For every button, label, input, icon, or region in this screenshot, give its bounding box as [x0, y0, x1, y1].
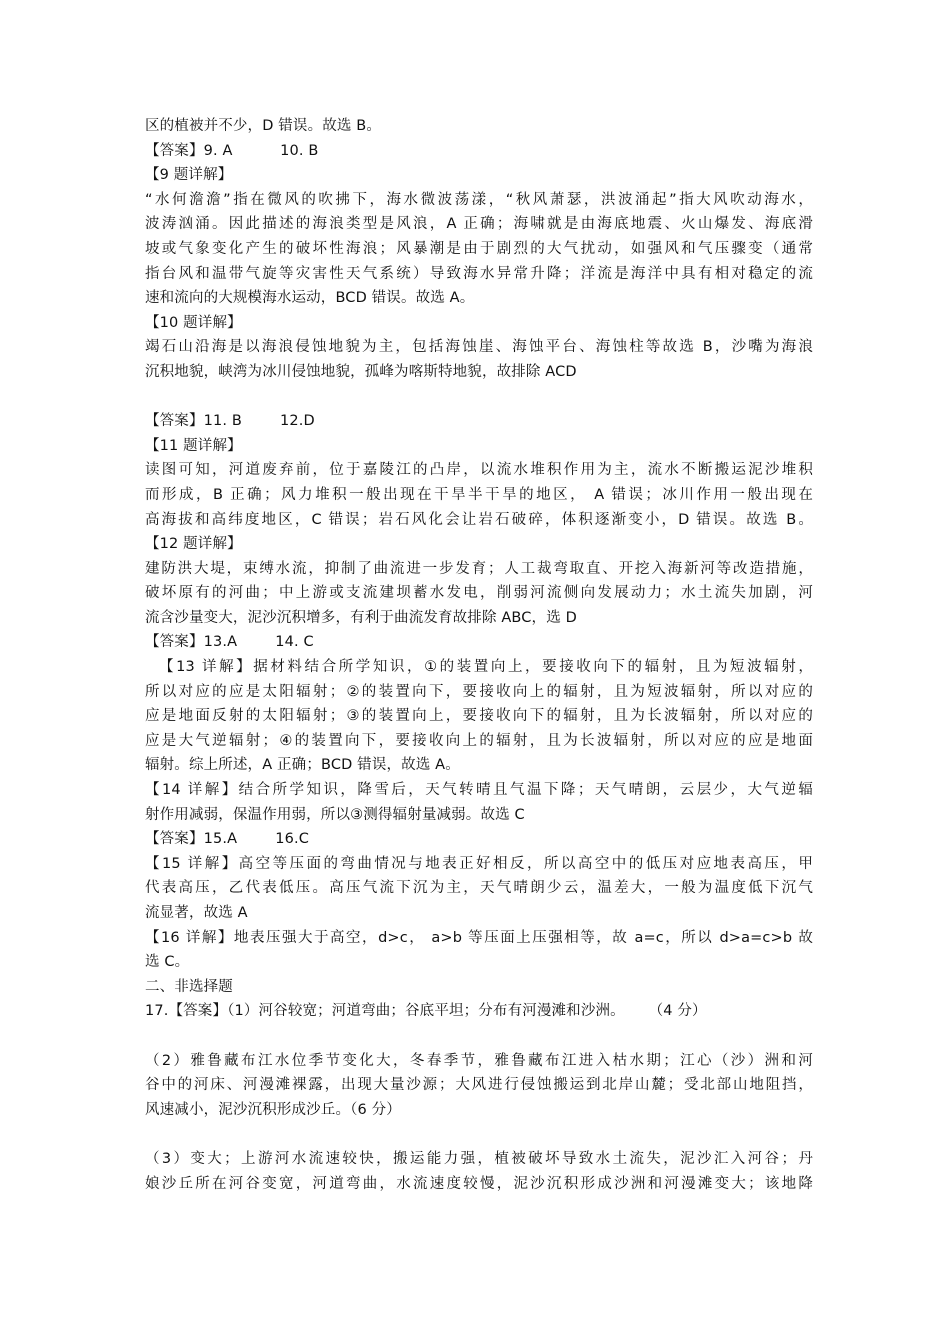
text-line: 【答案】15.A 16.C [145, 831, 310, 848]
text-line: 谷中的河床、河漫滩裸露，出现大量沙源；大风进行侵蚀搬运到北岸山麓；受北部山地阻挡， [145, 1077, 813, 1094]
text-line: 【9 题详解】 [145, 167, 233, 184]
text-line: 辐射。综上所述，A 正确；BCD 错误，故选 A。 [145, 757, 460, 774]
text-line: 【10 题详解】 [145, 314, 242, 331]
text-line: 应是大气逆辐射；④的装置向下，要接收向上的辐射，且为长波辐射，所以对应的应是地面 [145, 732, 813, 749]
text-line: 【答案】13.A 14. C [145, 634, 314, 651]
text-line: 波涛汹涌。因此描述的海浪类型是风浪，A 正确；海啸就是由海底地震、火山爆发、海底滑 [145, 216, 813, 233]
text-line: 高海拔和高纬度地区，C 错误；岩石风化会让岩石破碎，体积逐渐变小，D 错误。故选 B。 [145, 511, 813, 528]
text-line: 射作用减弱，保温作用弱，所以③测得辐射量减弱。故选 C [145, 806, 525, 823]
blank-line [145, 1122, 813, 1147]
text-line: 应是地面反射的太阳辐射；③的装置向上，要接收向下的辐射，且为长波辐射，所以对应的 [145, 708, 813, 725]
text-line: 竭石山沿海是以海浪侵蚀地貌为主，包括海蚀崖、海蚀平台、海蚀柱等故选 B，沙嘴为海浪 [145, 339, 813, 356]
text-line: （2）雅鲁藏布江水位季节变化大，冬春季节，雅鲁藏布江进入枯水期；江心（沙）洲和河 [145, 1052, 813, 1069]
text-line: 风速减小，泥沙沉积形成沙丘。（6 分） [145, 1101, 401, 1118]
text-line: （3）变大；上游河水流速较快，搬运能力强，植被破坏导致水土流失，泥沙汇入河谷；丹 [145, 1150, 813, 1167]
text-line: 所以对应的应是太阳辐射；②的装置向下，要接收向上的辐射，且为短波辐射，所以对应的 [145, 683, 813, 700]
text-line: 代表高压，乙代表低压。高压气流下沉为主，天气晴朗少云，温差大，一般为温度低下沉气 [145, 880, 813, 897]
text-line: 速和流向的大规模海水运动，BCD 错误。故选 A。 [145, 290, 475, 307]
blank-line [145, 1024, 813, 1049]
text-line: 破坏原有的河曲；中上游或支流建坝蓄水发电，削弱河流侧向发展动力；水土流失加剧，河 [145, 585, 813, 602]
text-line: 选 C。 [145, 954, 190, 971]
text-line: 娘沙丘所在河谷变宽，河道弯曲，水流速度较慢，泥沙沉积形成沙洲和河漫滩变大；该地降 [145, 1175, 813, 1192]
text-line: 流显著，故选 A [145, 905, 248, 921]
text-line: 建防洪大堤，束缚水流，抑制了曲流进一步发育；人工裁弯取直、开挖入海新河等改造措施， [145, 560, 813, 577]
text-line: 【答案】9. A 10. B [145, 142, 319, 159]
text-line: 而形成，B 正确；风力堆积一般出现在干旱半干旱的地区， A 错误；冰川作用一般出现在 [145, 486, 813, 503]
text-line: 区的植被并不少，D 错误。故选 B。 [145, 118, 382, 134]
text-line: 二、非选择题 [145, 978, 233, 995]
text-line: 沉积地貌，峡湾为冰川侵蚀地貌，孤峰为喀斯特地貌，故排除 ACD [145, 363, 577, 380]
document-body [145, 114, 813, 1196]
text-line: 坡或气象变化产生的破坏性海浪；风暴潮是由于剧烈的大气扰动，如强风和气压骤变（通常 [145, 240, 813, 257]
text-line: 指台风和温带气旋等灾害性天气系统）导致海水异常升降；洋流是海洋中具有相对稳定的流 [145, 265, 813, 282]
text-line: 【11 题详解】 [145, 437, 242, 454]
text-line: “水何澹澹”指在微风的吹拂下，海水微波荡漾，“秋风萧瑟，洪波涌起”指大风吹动海水， [145, 191, 813, 208]
text-line: 流含沙量变大，泥沙沉积增多，有利于曲流发育故排除 ABC，选 D [145, 609, 577, 626]
text-line: 读图可知，河道废弃前，位于嘉陵江的凸岸，以流水堆积作用为主，流水不断搬运泥沙堆积 [145, 462, 813, 479]
text-line: 【12 题详解】 [145, 536, 242, 553]
text-line: 【14 详解】结合所学知识，降雪后，天气转晴且气温下降；天气晴朗，云层少，大气逆辐 [145, 782, 813, 799]
text-line: 【16 详解】地表压强大于高空，d>c， a>b 等压面上压强相等，故 a=c，所以 d>a=c>b 故 [145, 929, 813, 946]
text-line: 【15 详解】高空等压面的弯曲情况与地表正好相反，所以高空中的低压对应地表高压，甲 [145, 855, 813, 872]
blank-line [145, 385, 813, 410]
text-line: 【答案】11. B 12.D [145, 413, 315, 430]
text-line: 17.【答案】（1）河谷较宽；河道弯曲；谷底平坦；分布有河漫滩和沙洲。 （4 分） [145, 1003, 707, 1020]
text-line: 【13 详解】据材料结合所学知识，①的装置向上，要接收向下的辐射，且为短波辐射， [159, 659, 813, 676]
